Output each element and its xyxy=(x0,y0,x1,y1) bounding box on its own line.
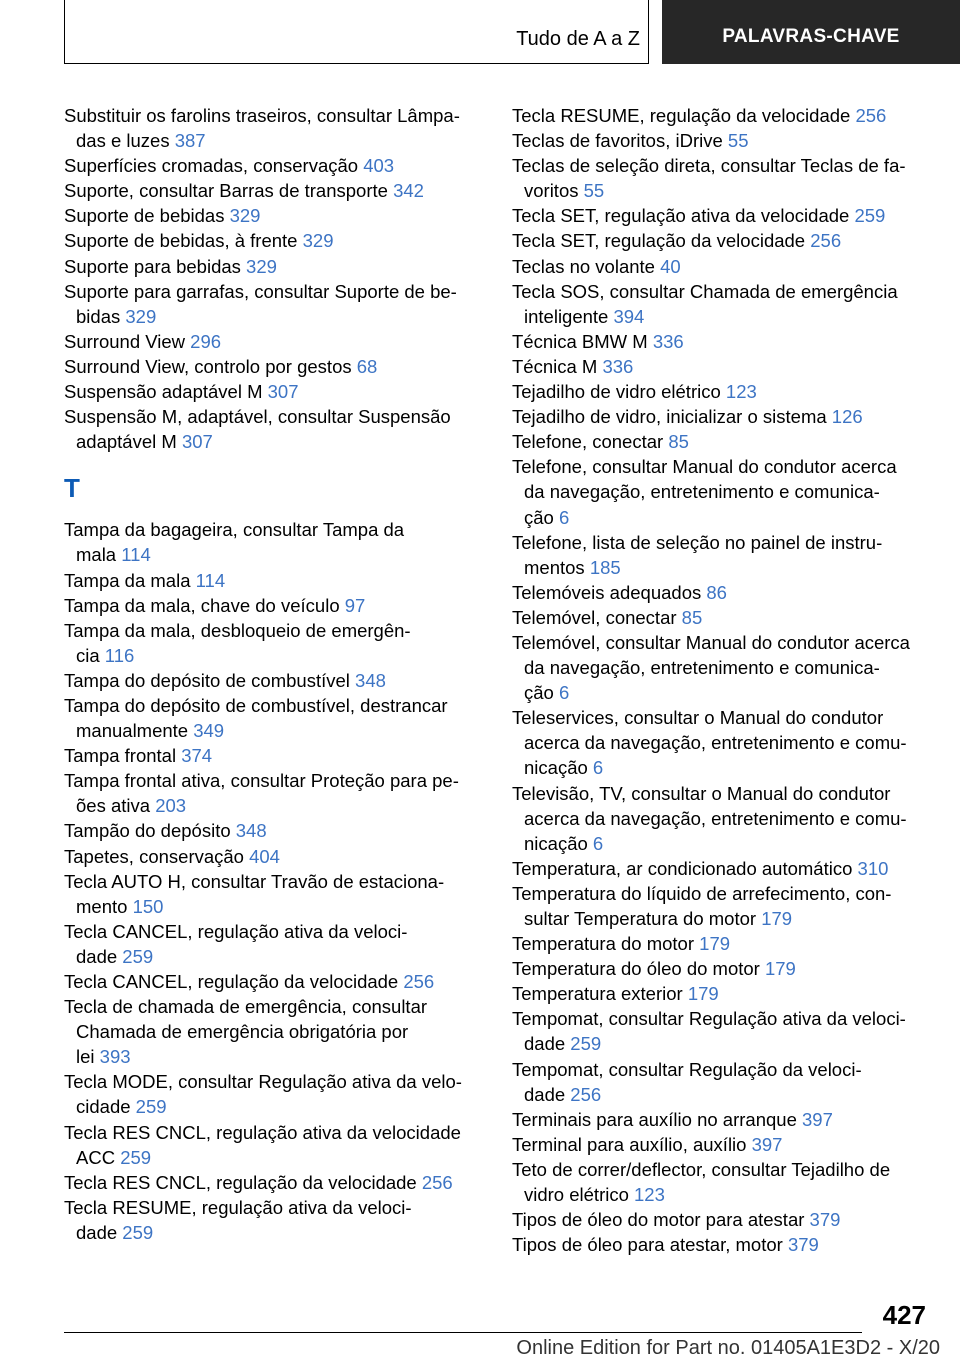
index-entry xyxy=(512,279,930,329)
page-reference-link[interactable]: 329 xyxy=(229,205,261,227)
index-entry-text: Tecla SOS, consultar Chamada de emergência inteligente xyxy=(512,280,898,327)
page-reference-link[interactable]: 329 xyxy=(246,255,277,277)
index-entry-text: Telefone, consultar Manual do condutor acerca da navegação, entretenimento e comunica- ção xyxy=(512,456,897,528)
page-reference-link[interactable]: 123 xyxy=(725,381,757,403)
index-entry-text: Tecla RES CNCL, regulação da velocidade xyxy=(64,1171,422,1193)
page-reference-link[interactable]: 348 xyxy=(355,669,386,691)
page-reference-link[interactable]: 6 xyxy=(558,682,570,704)
page-reference-link[interactable]: 336 xyxy=(602,355,634,377)
index-entry xyxy=(64,743,484,768)
index-entry xyxy=(512,1107,930,1132)
page-reference-link[interactable]: 379 xyxy=(787,1234,819,1256)
index-entry xyxy=(512,981,930,1006)
index-entry xyxy=(64,1069,484,1119)
index-entry xyxy=(512,379,930,404)
index-entry-text: Tampa do depósito de combustível, destrancar manualmente xyxy=(64,694,448,742)
index-entry xyxy=(512,1232,930,1257)
index-entry-text: Temperatura do líquido de arrefecimento, con- sultar Temperatura do motor xyxy=(512,882,892,929)
page-reference-link[interactable]: 259 xyxy=(570,1033,602,1055)
index-entry-text: Tampa da mala xyxy=(64,569,196,591)
index-entry-text: Terminal para auxílio, auxílio xyxy=(512,1133,752,1155)
index-entry xyxy=(512,404,930,429)
index-entry xyxy=(512,1132,930,1157)
index-entry-text: Tecla RESUME, regulação da velocidade xyxy=(512,105,856,126)
index-entry-text: Tejadilho de vidro elétrico xyxy=(512,381,726,403)
page-reference-link[interactable]: 179 xyxy=(687,983,719,1005)
page-reference-link[interactable]: 185 xyxy=(589,556,621,578)
page-reference-link[interactable]: 126 xyxy=(831,406,863,428)
index-entry xyxy=(64,844,484,869)
index-entry xyxy=(64,517,484,567)
index-entry xyxy=(64,969,484,994)
index-entry-text: Telefone, conectar xyxy=(512,431,669,453)
page-reference-link[interactable]: 40 xyxy=(660,255,681,277)
index-entry-text: Tampa da bagageira, consultar Tampa da mala xyxy=(64,519,405,566)
index-entry xyxy=(64,203,484,228)
index-entry xyxy=(512,354,930,379)
index-entry xyxy=(512,203,930,228)
index-entry-text: Tampa da mala, desbloqueio de emergên- cia xyxy=(64,619,411,666)
page-reference-link[interactable]: 348 xyxy=(235,820,267,842)
index-entry xyxy=(64,1170,484,1195)
index-entry xyxy=(64,404,484,454)
index-entry xyxy=(64,1195,484,1245)
page-reference-link[interactable]: 55 xyxy=(727,130,749,152)
index-entry-text: Tempomat, consultar Regulação da veloci- dade xyxy=(512,1058,862,1105)
page-reference-link[interactable]: 259 xyxy=(854,205,886,227)
index-entry-text: Tipos de óleo para atestar, motor xyxy=(512,1234,788,1256)
letter-heading-t: T xyxy=(64,473,80,504)
index-column-left xyxy=(64,103,484,1245)
page-reference-link[interactable]: 256 xyxy=(570,1083,602,1105)
index-entry xyxy=(512,881,930,931)
index-entry-text: Tejadilho de vidro, inicializar o sistema xyxy=(512,406,832,428)
index-entry-text: Tipos de óleo do motor para atestar xyxy=(512,1209,810,1231)
index-entry xyxy=(64,279,484,329)
page-reference-link[interactable]: 259 xyxy=(122,945,154,967)
page-reference-link[interactable]: 85 xyxy=(668,431,689,453)
page-reference-link[interactable]: 179 xyxy=(764,958,796,980)
index-entry xyxy=(64,869,484,919)
page-reference-link[interactable]: 68 xyxy=(356,355,378,377)
index-entry xyxy=(64,1120,484,1170)
index-entry-text: Suporte de bebidas, à frente xyxy=(64,230,303,252)
index-entry xyxy=(512,605,930,630)
index-entry xyxy=(512,429,930,454)
page-reference-link[interactable]: 256 xyxy=(810,230,842,252)
index-entry xyxy=(64,379,484,404)
page-reference-link[interactable]: 259 xyxy=(120,1146,152,1168)
index-entry xyxy=(64,668,484,693)
index-entry-text: Tampa frontal ativa, consultar Proteção para pe- ões ativa xyxy=(64,770,459,817)
index-entry xyxy=(512,580,930,605)
index-entry xyxy=(64,329,484,354)
index-entry-text: Temperatura do óleo do motor xyxy=(512,958,765,980)
page-reference-link[interactable]: 116 xyxy=(104,644,135,666)
page-reference-link[interactable]: 6 xyxy=(592,832,604,854)
page-reference-link[interactable]: 397 xyxy=(751,1133,783,1155)
page-reference-link[interactable]: 203 xyxy=(155,795,187,817)
page-reference-link[interactable]: 256 xyxy=(855,105,887,126)
page-reference-link[interactable]: 256 xyxy=(403,971,435,992)
page-reference-link[interactable]: 387 xyxy=(174,130,206,152)
index-entry-text: Televisão, TV, consultar o Manual do condutor acerca da navegação, entretenimento e comu- nicação xyxy=(512,782,907,854)
index-entry xyxy=(64,593,484,618)
page-reference-link[interactable]: 393 xyxy=(99,1046,131,1068)
index-entries-s xyxy=(64,103,484,454)
index-entry-text: Tampa do depósito de combustível xyxy=(64,669,356,691)
section-title: Tudo de A a Z xyxy=(516,28,640,50)
index-entry xyxy=(512,1157,930,1207)
index-entry xyxy=(512,931,930,956)
index-entry xyxy=(512,153,930,203)
index-entry xyxy=(512,530,930,580)
index-entry xyxy=(512,705,930,780)
index-entry-text: Suspensão adaptável M xyxy=(64,381,268,403)
index-entry-text: Superfícies cromadas, conservação xyxy=(64,155,364,177)
index-entry xyxy=(512,1006,930,1056)
page-reference-link[interactable]: 55 xyxy=(583,180,605,202)
index-entry-text: Tecla CANCEL, regulação da velocidade xyxy=(64,971,404,992)
index-entry xyxy=(512,128,930,153)
page-reference-link[interactable]: 114 xyxy=(195,569,226,591)
page-reference-link[interactable]: 394 xyxy=(613,305,645,327)
chapter-tab: PALAVRAS-CHAVE xyxy=(662,0,960,64)
index-entry xyxy=(512,856,930,881)
page-reference-link[interactable]: 404 xyxy=(249,845,280,867)
index-entry-text: Tecla RES CNCL, regulação ativa da velocidade ACC xyxy=(64,1121,461,1168)
page-reference-link[interactable]: 179 xyxy=(699,933,731,955)
index-entry xyxy=(64,178,484,203)
index-entry xyxy=(64,568,484,593)
index-entries-t xyxy=(64,517,484,1245)
index-entry-text: Telemóvel, consultar Manual do condutor acerca da navegação, entretenimento e comunica- ção xyxy=(512,631,910,704)
index-entry xyxy=(512,454,930,529)
index-entry xyxy=(64,919,484,969)
page-number: 427 xyxy=(882,1300,926,1330)
index-entry-text: Teclas no volante xyxy=(512,255,661,277)
index-entry xyxy=(512,781,930,856)
index-entry-text: Tecla SET, regulação da velocidade xyxy=(512,230,811,252)
index-entry-text: Teclas de seleção direta, consultar Teclas de fa- voritos xyxy=(512,155,906,202)
page-reference-link[interactable]: 259 xyxy=(135,1096,167,1118)
index-entries-t-continued xyxy=(512,103,930,1257)
index-entry xyxy=(512,1207,930,1232)
index-entry-text: Terminais para auxílio no arranque xyxy=(512,1108,802,1130)
index-entry-text: Temperatura do motor xyxy=(512,933,700,955)
page-reference-link[interactable]: 85 xyxy=(681,606,703,628)
index-entry-text: Tampa frontal xyxy=(64,745,182,767)
index-entry-text: Técnica BMW M xyxy=(512,330,653,352)
page-reference-link[interactable]: 374 xyxy=(181,745,213,767)
index-entry xyxy=(64,228,484,253)
index-entry-text: Tecla MODE, consultar Regulação ativa da velo- cidade xyxy=(64,1071,462,1118)
page-reference-link[interactable]: 336 xyxy=(652,330,684,352)
page-reference-link[interactable]: 114 xyxy=(121,544,151,566)
index-entry xyxy=(64,103,484,153)
index-entry xyxy=(512,329,930,354)
page-reference-link[interactable]: 6 xyxy=(558,506,570,528)
index-entry xyxy=(512,228,930,253)
page-reference-link[interactable]: 259 xyxy=(122,1221,154,1243)
page-reference-link[interactable]: 97 xyxy=(344,594,366,616)
page-reference-link[interactable]: 329 xyxy=(302,230,334,252)
index-entry-text: Surround View, controlo por gestos xyxy=(64,355,357,377)
index-entry-text: Tecla SET, regulação ativa da velocidade xyxy=(512,205,855,227)
page-reference-link[interactable]: 307 xyxy=(181,431,213,453)
page-reference-link[interactable]: 150 xyxy=(132,895,164,917)
index-entry-text: Tecla de chamada de emergência, consultar Chamada de emergência obrigatória por lei xyxy=(64,996,428,1068)
page-reference-link[interactable]: 296 xyxy=(190,330,222,352)
page-reference-link[interactable]: 329 xyxy=(125,305,157,327)
index-entry-text: Teclas de favoritos, iDrive xyxy=(512,130,728,152)
index-entry xyxy=(512,103,930,128)
index-entry xyxy=(64,818,484,843)
page-reference-link[interactable]: 307 xyxy=(267,381,299,403)
index-entry xyxy=(512,1057,930,1107)
index-entry-text: Teleservices, consultar o Manual do condutor acerca da navegação, entretenimento e comu- nicação xyxy=(512,707,907,779)
index-entry-text: Suporte para bebidas xyxy=(64,255,247,277)
footer-divider xyxy=(64,1332,862,1333)
index-entry xyxy=(64,354,484,379)
index-entry-text: Técnica M xyxy=(512,355,603,377)
index-entry-text: Suporte de bebidas xyxy=(64,205,230,227)
index-entry-text: Tecla AUTO H, consultar Travão de estaciona- mento xyxy=(64,870,445,917)
index-entry-text: Suspensão M, adaptável, consultar Suspensão adaptável M xyxy=(64,406,451,453)
index-entry-text: Surround View xyxy=(64,330,191,352)
page-reference-link[interactable]: 403 xyxy=(363,155,395,177)
index-entry-text: Tecla CANCEL, regulação ativa da veloci- dade xyxy=(64,920,408,967)
edition-footer: Online Edition for Part no. 01405A1E3D2 - X/20 xyxy=(516,1337,940,1359)
index-entry-text: Tampa da mala, chave do veículo xyxy=(64,594,345,616)
index-entry xyxy=(64,994,484,1069)
index-entry xyxy=(64,153,484,178)
index-entry-text: Substituir os farolins traseiros, consultar Lâmpa- das e luzes xyxy=(64,105,460,152)
index-entry-text: Tapetes, conservação xyxy=(64,845,250,867)
index-entry-text: Tampão do depósito xyxy=(64,820,236,842)
index-entry-text: Telefone, lista de seleção no painel de instru- mentos xyxy=(512,531,883,578)
index-entry xyxy=(64,693,484,743)
index-entry-text: Tempomat, consultar Regulação ativa da veloci- dade xyxy=(512,1008,906,1055)
index-entry xyxy=(512,956,930,981)
page-reference-link[interactable]: 379 xyxy=(809,1209,841,1231)
page-reference-link[interactable]: 310 xyxy=(857,857,889,879)
index-entry-text: Temperatura, ar condicionado automático xyxy=(512,857,858,879)
page-reference-link[interactable]: 6 xyxy=(592,757,604,779)
page-reference-link[interactable]: 256 xyxy=(421,1171,453,1193)
index-entry xyxy=(64,768,484,818)
index-entry xyxy=(64,618,484,668)
page-reference-link[interactable]: 179 xyxy=(761,908,793,929)
index-entry-text: Telemóvel, conectar xyxy=(512,606,682,628)
index-entry-text: Telemóveis adequados xyxy=(512,581,707,603)
index-entry-text: Temperatura exterior xyxy=(512,983,688,1005)
index-entry xyxy=(512,630,930,705)
index-entry-text: Suporte para garrafas, consultar Suporte de be- bidas xyxy=(64,280,457,327)
index-entry-text: Teto de correr/deflector, consultar Tejadilho de vidro elétrico xyxy=(512,1158,891,1206)
page-reference-link[interactable]: 349 xyxy=(193,720,225,742)
index-entry xyxy=(64,254,484,279)
index-entry-text: Tecla RESUME, regulação ativa da veloci- dade xyxy=(64,1196,412,1243)
page-reference-link[interactable]: 123 xyxy=(634,1184,665,1206)
page-reference-link[interactable]: 397 xyxy=(802,1108,833,1130)
page-reference-link[interactable]: 86 xyxy=(706,581,727,603)
index-entry-text: Suporte, consultar Barras de transporte xyxy=(64,180,394,202)
index-column-right xyxy=(512,103,930,1257)
page-reference-link[interactable]: 342 xyxy=(393,180,424,202)
index-entry xyxy=(512,254,930,279)
